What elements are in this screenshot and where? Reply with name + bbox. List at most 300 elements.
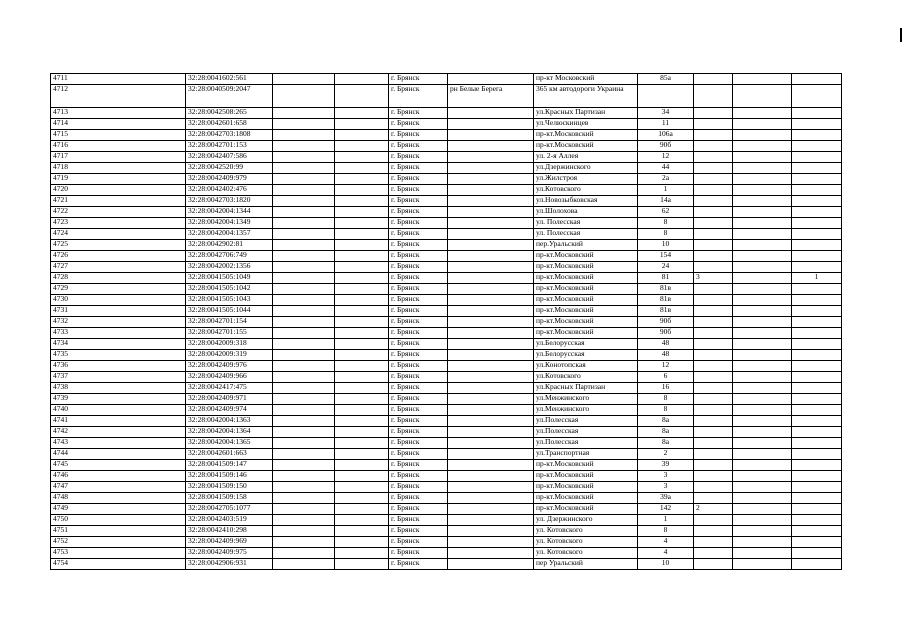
- extra-cell-2: [733, 273, 792, 284]
- row-number-cell: 4724: [51, 229, 186, 240]
- extra-cell-2: [733, 537, 792, 548]
- blank-cell-b: [335, 460, 389, 471]
- extra-cell-2: [733, 372, 792, 383]
- city-cell: г. Брянск: [389, 207, 448, 218]
- city-cell: г. Брянск: [389, 537, 448, 548]
- blank-cell-a: [273, 185, 335, 196]
- cadastral-number-cell: 32:28:0041509:150: [186, 482, 273, 493]
- extra-cell-1: [694, 416, 733, 427]
- extra-cell-3: [792, 526, 842, 537]
- extra-cell-2: [733, 218, 792, 229]
- city-cell: г. Брянск: [389, 273, 448, 284]
- street-cell: ул.Челюскинцев: [534, 119, 638, 130]
- extra-cell-1: [694, 119, 733, 130]
- area-cell: [448, 262, 534, 273]
- area-cell: [448, 207, 534, 218]
- house-number-cell: 3: [638, 471, 694, 482]
- row-number-cell: 4725: [51, 240, 186, 251]
- blank-cell-a: [273, 251, 335, 262]
- house-number-cell: 81в: [638, 306, 694, 317]
- area-cell: [448, 119, 534, 130]
- cadastral-number-cell: 32:28:0042409:975: [186, 548, 273, 559]
- house-number-cell: 85а: [638, 74, 694, 85]
- extra-cell-2: [733, 515, 792, 526]
- row-number-cell: 4752: [51, 537, 186, 548]
- row-number-cell: 4726: [51, 251, 186, 262]
- blank-cell-a: [273, 317, 335, 328]
- row-number-cell: 4750: [51, 515, 186, 526]
- city-cell: г. Брянск: [389, 85, 448, 108]
- extra-cell-3: 1: [792, 273, 842, 284]
- extra-cell-2: [733, 438, 792, 449]
- registry-table: [50, 73, 842, 570]
- area-cell: [448, 449, 534, 460]
- extra-cell-2: [733, 141, 792, 152]
- house-number-cell: 90б: [638, 328, 694, 339]
- city-cell: г. Брянск: [389, 372, 448, 383]
- area-cell: [448, 493, 534, 504]
- city-cell: г. Брянск: [389, 427, 448, 438]
- city-cell: г. Брянск: [389, 526, 448, 537]
- row-number-cell: 4743: [51, 438, 186, 449]
- table-row: [51, 174, 842, 185]
- house-number-cell: 24: [638, 262, 694, 273]
- row-number-cell: 4728: [51, 273, 186, 284]
- extra-cell-3: [792, 504, 842, 515]
- area-cell: [448, 460, 534, 471]
- table-row: [51, 328, 842, 339]
- city-cell: г. Брянск: [389, 284, 448, 295]
- area-cell: [448, 427, 534, 438]
- blank-cell-a: [273, 493, 335, 504]
- cadastral-number-cell: 32:28:0042703:1808: [186, 130, 273, 141]
- area-cell: [448, 438, 534, 449]
- house-number-cell: 1: [638, 515, 694, 526]
- extra-cell-1: [694, 130, 733, 141]
- table-row: [51, 350, 842, 361]
- extra-cell-3: [792, 493, 842, 504]
- area-cell: [448, 185, 534, 196]
- blank-cell-b: [335, 361, 389, 372]
- extra-cell-3: [792, 372, 842, 383]
- table-row: [51, 383, 842, 394]
- area-cell: [448, 482, 534, 493]
- house-number-cell: 12: [638, 361, 694, 372]
- blank-cell-b: [335, 251, 389, 262]
- blank-cell-b: [335, 163, 389, 174]
- extra-cell-2: [733, 119, 792, 130]
- row-number-cell: 4748: [51, 493, 186, 504]
- extra-cell-1: [694, 295, 733, 306]
- table-row: [51, 339, 842, 350]
- extra-cell-3: [792, 383, 842, 394]
- extra-cell-1: [694, 361, 733, 372]
- street-cell: ул.Белорусская: [534, 339, 638, 350]
- extra-cell-3: [792, 196, 842, 207]
- house-number-cell: 90б: [638, 141, 694, 152]
- extra-cell-2: [733, 317, 792, 328]
- area-cell: [448, 405, 534, 416]
- area-cell: [448, 559, 534, 570]
- street-cell: ул.Красных Партизан: [534, 383, 638, 394]
- blank-cell-a: [273, 284, 335, 295]
- street-cell: ул.Менжинского: [534, 394, 638, 405]
- house-number-cell: 16: [638, 383, 694, 394]
- house-number-cell: 8а: [638, 438, 694, 449]
- blank-cell-b: [335, 493, 389, 504]
- street-cell: ул.Котовского: [534, 185, 638, 196]
- street-cell: ул.Транспортная: [534, 449, 638, 460]
- extra-cell-2: [733, 284, 792, 295]
- area-cell: [448, 350, 534, 361]
- extra-cell-3: [792, 405, 842, 416]
- table-row: [51, 548, 842, 559]
- extra-cell-1: [694, 251, 733, 262]
- city-cell: г. Брянск: [389, 152, 448, 163]
- street-cell: ул. 2-я Аллея: [534, 152, 638, 163]
- house-number-cell: 48: [638, 339, 694, 350]
- area-cell: [448, 229, 534, 240]
- area-cell: [448, 108, 534, 119]
- row-number-cell: 4732: [51, 317, 186, 328]
- blank-cell-b: [335, 548, 389, 559]
- table-row: [51, 108, 842, 119]
- house-number-cell: 8а: [638, 416, 694, 427]
- city-cell: г. Брянск: [389, 185, 448, 196]
- table-row: [51, 515, 842, 526]
- extra-cell-1: 2: [694, 504, 733, 515]
- table-row: [51, 493, 842, 504]
- cadastral-number-cell: 32:28:0042009:318: [186, 339, 273, 350]
- extra-cell-1: [694, 317, 733, 328]
- extra-cell-3: [792, 141, 842, 152]
- blank-cell-a: [273, 427, 335, 438]
- street-cell: ул. Котовского: [534, 548, 638, 559]
- street-cell: ул.Шолохова: [534, 207, 638, 218]
- table-row: [51, 196, 842, 207]
- area-cell: рн Белые Берега: [448, 85, 534, 108]
- extra-cell-3: [792, 460, 842, 471]
- extra-cell-1: [694, 515, 733, 526]
- extra-cell-2: [733, 163, 792, 174]
- street-cell: ул.Новозыбковская: [534, 196, 638, 207]
- cadastral-number-cell: 32:28:0042004:1357: [186, 229, 273, 240]
- blank-cell-a: [273, 218, 335, 229]
- house-number-cell: 48: [638, 350, 694, 361]
- cadastral-number-cell: 32:28:0041509:147: [186, 460, 273, 471]
- extra-cell-3: [792, 449, 842, 460]
- extra-cell-2: [733, 350, 792, 361]
- extra-cell-2: [733, 493, 792, 504]
- blank-cell-b: [335, 328, 389, 339]
- extra-cell-1: [694, 482, 733, 493]
- house-number-cell: 2: [638, 449, 694, 460]
- blank-cell-a: [273, 196, 335, 207]
- house-number-cell: 6: [638, 372, 694, 383]
- extra-cell-2: [733, 130, 792, 141]
- table-row: [51, 207, 842, 218]
- extra-cell-2: [733, 460, 792, 471]
- row-number-cell: 4731: [51, 306, 186, 317]
- extra-cell-3: [792, 130, 842, 141]
- table-row: [51, 405, 842, 416]
- city-cell: г. Брянск: [389, 405, 448, 416]
- extra-cell-2: [733, 207, 792, 218]
- street-cell: ул.Полесская: [534, 438, 638, 449]
- row-number-cell: 4715: [51, 130, 186, 141]
- blank-cell-b: [335, 416, 389, 427]
- table-row: [51, 306, 842, 317]
- street-cell: ул. Котовского: [534, 526, 638, 537]
- house-number-cell: 2а: [638, 174, 694, 185]
- cadastral-number-cell: 32:28:0042706:749: [186, 251, 273, 262]
- extra-cell-3: [792, 152, 842, 163]
- cadastral-number-cell: 32:28:0042004:1363: [186, 416, 273, 427]
- table-row: [51, 152, 842, 163]
- blank-cell-a: [273, 559, 335, 570]
- extra-cell-2: [733, 548, 792, 559]
- row-number-cell: 4736: [51, 361, 186, 372]
- cadastral-number-cell: 32:28:0041509:158: [186, 493, 273, 504]
- blank-cell-b: [335, 229, 389, 240]
- city-cell: г. Брянск: [389, 394, 448, 405]
- table-row: [51, 74, 842, 85]
- row-number-cell: 4734: [51, 339, 186, 350]
- cadastral-number-cell: 32:28:0041509:146: [186, 471, 273, 482]
- area-cell: [448, 240, 534, 251]
- extra-cell-3: [792, 74, 842, 85]
- blank-cell-a: [273, 372, 335, 383]
- row-number-cell: 4739: [51, 394, 186, 405]
- cadastral-number-cell: 32:28:0042402:476: [186, 185, 273, 196]
- street-cell: пр-кт Московский: [534, 74, 638, 85]
- house-number-cell: 8: [638, 526, 694, 537]
- city-cell: г. Брянск: [389, 548, 448, 559]
- extra-cell-2: [733, 383, 792, 394]
- blank-cell-b: [335, 350, 389, 361]
- extra-cell-1: [694, 471, 733, 482]
- extra-cell-1: [694, 383, 733, 394]
- blank-cell-a: [273, 295, 335, 306]
- table-row: [51, 471, 842, 482]
- row-number-cell: 4718: [51, 163, 186, 174]
- blank-cell-a: [273, 537, 335, 548]
- extra-cell-2: [733, 449, 792, 460]
- extra-cell-2: [733, 339, 792, 350]
- blank-cell-a: [273, 416, 335, 427]
- area-cell: [448, 416, 534, 427]
- city-cell: г. Брянск: [389, 196, 448, 207]
- street-cell: пр-кт.Московский: [534, 306, 638, 317]
- extra-cell-1: [694, 240, 733, 251]
- extra-cell-1: [694, 108, 733, 119]
- extra-cell-1: [694, 460, 733, 471]
- city-cell: г. Брянск: [389, 262, 448, 273]
- row-number-cell: 4713: [51, 108, 186, 119]
- blank-cell-b: [335, 427, 389, 438]
- table-row: [51, 262, 842, 273]
- city-cell: г. Брянск: [389, 174, 448, 185]
- cadastral-number-cell: 32:28:0042409:969: [186, 537, 273, 548]
- extra-cell-3: [792, 438, 842, 449]
- house-number-cell: 8: [638, 229, 694, 240]
- city-cell: г. Брянск: [389, 306, 448, 317]
- blank-cell-b: [335, 284, 389, 295]
- row-number-cell: 4749: [51, 504, 186, 515]
- city-cell: г. Брянск: [389, 339, 448, 350]
- area-cell: [448, 74, 534, 85]
- extra-cell-3: [792, 108, 842, 119]
- extra-cell-2: [733, 295, 792, 306]
- blank-cell-a: [273, 207, 335, 218]
- city-cell: г. Брянск: [389, 449, 448, 460]
- row-number-cell: 4751: [51, 526, 186, 537]
- extra-cell-3: [792, 295, 842, 306]
- extra-cell-1: [694, 218, 733, 229]
- house-number-cell: 81в: [638, 284, 694, 295]
- extra-cell-3: [792, 119, 842, 130]
- blank-cell-b: [335, 504, 389, 515]
- blank-cell-b: [335, 85, 389, 108]
- cadastral-number-cell: 32:28:0042004:1365: [186, 438, 273, 449]
- cadastral-number-cell: 32:28:0042601:658: [186, 119, 273, 130]
- area-cell: [448, 548, 534, 559]
- blank-cell-b: [335, 74, 389, 85]
- table-row: [51, 449, 842, 460]
- extra-cell-1: [694, 493, 733, 504]
- house-number-cell: 8: [638, 218, 694, 229]
- table-row: [51, 482, 842, 493]
- row-number-cell: 4712: [51, 85, 186, 108]
- blank-cell-b: [335, 196, 389, 207]
- area-cell: [448, 504, 534, 515]
- blank-cell-b: [335, 130, 389, 141]
- row-number-cell: 4729: [51, 284, 186, 295]
- table-row: [51, 295, 842, 306]
- row-number-cell: 4746: [51, 471, 186, 482]
- blank-cell-a: [273, 548, 335, 559]
- area-cell: [448, 394, 534, 405]
- extra-cell-2: [733, 174, 792, 185]
- house-number-cell: 34: [638, 108, 694, 119]
- house-number-cell: 10: [638, 559, 694, 570]
- house-number-cell: 39: [638, 460, 694, 471]
- city-cell: г. Брянск: [389, 119, 448, 130]
- blank-cell-a: [273, 74, 335, 85]
- area-cell: [448, 383, 534, 394]
- scan-edge-mark: [900, 28, 902, 42]
- area-cell: [448, 174, 534, 185]
- row-number-cell: 4717: [51, 152, 186, 163]
- extra-cell-3: [792, 229, 842, 240]
- street-cell: пр-кт.Московский: [534, 317, 638, 328]
- extra-cell-2: [733, 482, 792, 493]
- row-number-cell: 4733: [51, 328, 186, 339]
- extra-cell-1: [694, 229, 733, 240]
- extra-cell-1: [694, 85, 733, 108]
- area-cell: [448, 196, 534, 207]
- extra-cell-2: [733, 361, 792, 372]
- city-cell: г. Брянск: [389, 493, 448, 504]
- city-cell: г. Брянск: [389, 141, 448, 152]
- extra-cell-1: [694, 163, 733, 174]
- city-cell: г. Брянск: [389, 350, 448, 361]
- cadastral-number-cell: 32:28:0042701:153: [186, 141, 273, 152]
- cadastral-number-cell: 32:28:0042701:154: [186, 317, 273, 328]
- extra-cell-1: [694, 394, 733, 405]
- extra-cell-3: [792, 548, 842, 559]
- row-number-cell: 4711: [51, 74, 186, 85]
- house-number-cell: 11: [638, 119, 694, 130]
- extra-cell-3: [792, 427, 842, 438]
- cadastral-number-cell: 32:28:0041505:1049: [186, 273, 273, 284]
- table-row: [51, 504, 842, 515]
- cadastral-number-cell: 32:28:0042417:475: [186, 383, 273, 394]
- row-number-cell: 4742: [51, 427, 186, 438]
- house-number-cell: 62: [638, 207, 694, 218]
- extra-cell-1: 3: [694, 273, 733, 284]
- extra-cell-1: [694, 74, 733, 85]
- blank-cell-b: [335, 537, 389, 548]
- extra-cell-3: [792, 537, 842, 548]
- table-row: [51, 559, 842, 570]
- blank-cell-a: [273, 119, 335, 130]
- area-cell: [448, 515, 534, 526]
- extra-cell-3: [792, 163, 842, 174]
- blank-cell-b: [335, 273, 389, 284]
- area-cell: [448, 152, 534, 163]
- street-cell: ул.Жилстроя: [534, 174, 638, 185]
- area-cell: [448, 273, 534, 284]
- house-number-cell: 12: [638, 152, 694, 163]
- table-row: [51, 284, 842, 295]
- street-cell: ул.Конотопская: [534, 361, 638, 372]
- extra-cell-1: [694, 548, 733, 559]
- cadastral-number-cell: 32:28:0042520:99: [186, 163, 273, 174]
- blank-cell-b: [335, 152, 389, 163]
- table-row: [51, 427, 842, 438]
- blank-cell-a: [273, 405, 335, 416]
- city-cell: г. Брянск: [389, 482, 448, 493]
- area-cell: [448, 141, 534, 152]
- extra-cell-2: [733, 85, 792, 108]
- extra-cell-2: [733, 240, 792, 251]
- blank-cell-a: [273, 262, 335, 273]
- extra-cell-2: [733, 471, 792, 482]
- street-cell: пр-кт.Московский: [534, 328, 638, 339]
- house-number-cell: 142: [638, 504, 694, 515]
- city-cell: г. Брянск: [389, 416, 448, 427]
- table-row: [51, 130, 842, 141]
- house-number-cell: 39а: [638, 493, 694, 504]
- blank-cell-a: [273, 383, 335, 394]
- extra-cell-3: [792, 394, 842, 405]
- table-row: [51, 141, 842, 152]
- area-cell: [448, 372, 534, 383]
- blank-cell-a: [273, 515, 335, 526]
- extra-cell-2: [733, 504, 792, 515]
- blank-cell-b: [335, 141, 389, 152]
- extra-cell-3: [792, 515, 842, 526]
- cadastral-number-cell: 32:28:0042403:519: [186, 515, 273, 526]
- extra-cell-3: [792, 471, 842, 482]
- city-cell: г. Брянск: [389, 471, 448, 482]
- street-cell: ул. Дзержинского: [534, 515, 638, 526]
- extra-cell-2: [733, 74, 792, 85]
- house-number-cell: 14а: [638, 196, 694, 207]
- street-cell: пр-кт.Московский: [534, 460, 638, 471]
- blank-cell-a: [273, 526, 335, 537]
